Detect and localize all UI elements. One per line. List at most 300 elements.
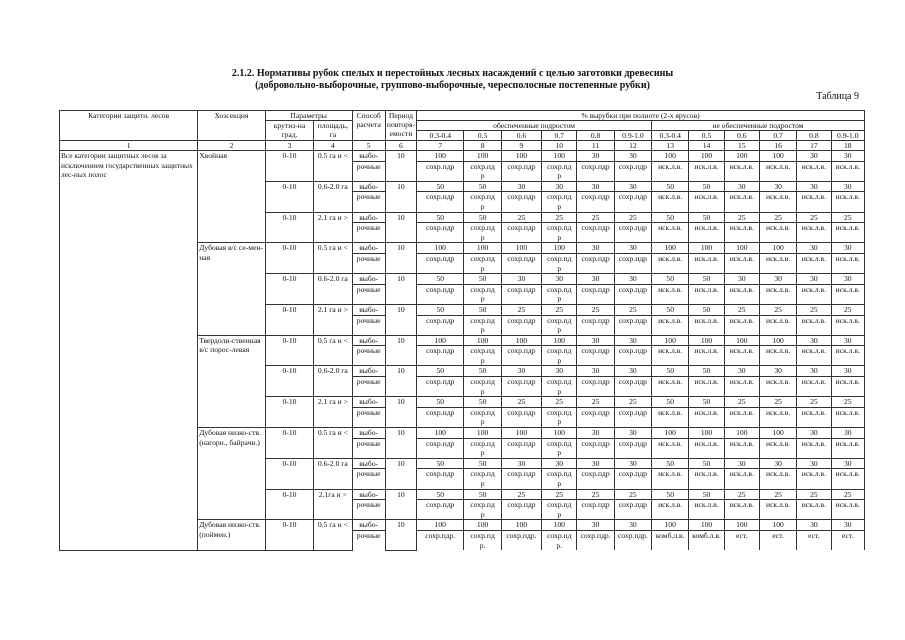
method-cell <box>352 541 385 551</box>
percent-value: 25 <box>542 304 577 315</box>
cut-method-note: сохр.пд <box>542 161 577 171</box>
area-cell: 2.1 га и > <box>314 212 352 243</box>
cut-method-note: сохр.пд <box>464 192 501 202</box>
header-column-number: 15 <box>724 141 759 151</box>
cut-method-note: сохр.пдр <box>614 315 651 325</box>
cut-method-note: р <box>542 202 577 212</box>
cut-method-note: иск.л.в. <box>759 253 796 263</box>
cut-method-note <box>614 510 651 520</box>
cut-method-note <box>614 417 651 427</box>
cut-method-note <box>577 264 614 274</box>
cut-method-note <box>797 541 831 551</box>
cut-method-note <box>417 233 464 243</box>
cut-method-note <box>724 541 759 551</box>
cut-method-note: иск.л.в. <box>689 192 724 202</box>
header-density: 0.8 <box>797 131 831 141</box>
area-cell: 0.6-2.0 га <box>314 181 352 212</box>
cut-method-note: р <box>464 510 501 520</box>
cut-method-note: иск.л.в. <box>652 469 689 479</box>
cut-method-note <box>689 356 724 366</box>
cut-method-note <box>831 233 864 243</box>
cut-method-note <box>797 171 831 181</box>
cut-method-note: иск.л.в. <box>724 284 759 294</box>
cut-method-note: сохр.пдр <box>614 253 651 263</box>
norms-table <box>59 110 865 551</box>
steepness-cell: 0-10 <box>265 212 313 243</box>
cut-method-note: р <box>542 294 577 304</box>
cut-method-note: иск.л.в. <box>831 438 864 448</box>
cut-method-note: иск.л.в. <box>831 346 864 356</box>
cut-method-note <box>759 171 796 181</box>
cut-method-note: иск.л.в. <box>689 377 724 387</box>
percent-value: 50 <box>689 458 724 469</box>
percent-value: 50 <box>417 274 464 285</box>
cut-method-note <box>577 448 614 458</box>
area-cell: 0.5 га и < <box>314 151 352 182</box>
percent-value: 100 <box>652 335 689 346</box>
percent-value: 50 <box>417 304 464 315</box>
cut-method-note <box>614 325 651 335</box>
method-cell: выбо- <box>352 243 385 254</box>
percent-value: 50 <box>652 181 689 192</box>
cut-method-note <box>501 479 541 489</box>
method-cell <box>352 479 385 489</box>
percent-value: 50 <box>652 304 689 315</box>
cut-method-note: сохр.пдр <box>577 192 614 202</box>
steepness-cell: 0-10 <box>265 520 313 550</box>
cut-method-note <box>831 448 864 458</box>
percent-value: 30 <box>577 181 614 192</box>
area-cell: 0.5 га и < <box>314 335 352 366</box>
percent-value: 30 <box>831 274 864 285</box>
percent-value: 30 <box>831 335 864 346</box>
cut-method-note: сохр.пдр <box>577 438 614 448</box>
cut-method-note: иск.л.в. <box>759 469 796 479</box>
cut-method-note: сохр.пдр <box>501 469 541 479</box>
cut-method-note <box>614 202 651 212</box>
percent-value: 30 <box>831 181 864 192</box>
cut-method-note <box>759 233 796 243</box>
cut-method-note: ест. <box>724 530 759 540</box>
cut-method-note: р. <box>464 541 501 551</box>
cut-method-note: иск.л.в. <box>652 192 689 202</box>
cut-method-note: сохр.пдр <box>577 407 614 417</box>
percent-value: 50 <box>417 458 464 469</box>
percent-value: 30 <box>797 520 831 531</box>
area-cell: 0.6-2.0 га <box>314 458 352 489</box>
percent-value: 30 <box>797 366 831 377</box>
area-cell: 2.1га и > <box>314 489 352 520</box>
percent-value: 30 <box>724 181 759 192</box>
cut-method-note <box>759 356 796 366</box>
percent-value: 50 <box>417 366 464 377</box>
percent-value: 30 <box>501 274 541 285</box>
cut-method-note: сохр.пдр <box>501 284 541 294</box>
percent-value: 50 <box>689 274 724 285</box>
method-cell: рочные <box>352 438 385 448</box>
percent-value: 100 <box>501 243 541 254</box>
cut-method-note <box>417 202 464 212</box>
header-column-number: 12 <box>614 141 651 151</box>
percent-value: 50 <box>652 274 689 285</box>
percent-value: 25 <box>577 304 614 315</box>
steepness-cell: 0-10 <box>265 489 313 520</box>
cut-method-note <box>652 541 689 551</box>
area-cell: 0.6-2.0 га <box>314 274 352 305</box>
header-density: 0.9-1.0 <box>831 131 864 141</box>
cut-method-note: сохр.пд <box>464 407 501 417</box>
cut-method-note: сохр.пдр <box>501 315 541 325</box>
percent-value: 50 <box>417 181 464 192</box>
percent-value: 30 <box>542 458 577 469</box>
percent-value: 25 <box>759 304 796 315</box>
percent-value: 100 <box>724 243 759 254</box>
percent-value: 100 <box>689 335 724 346</box>
percent-value: 50 <box>689 489 724 500</box>
cut-method-note <box>724 417 759 427</box>
cut-method-note <box>501 448 541 458</box>
cut-method-note: иск.л.в. <box>831 315 864 325</box>
cut-method-note <box>614 387 651 397</box>
cut-method-note <box>501 387 541 397</box>
cut-method-note: иск.л.в. <box>652 500 689 510</box>
steepness-cell: 0-10 <box>265 428 313 459</box>
percent-value: 30 <box>614 458 651 469</box>
percent-value: 25 <box>797 397 831 408</box>
steepness-cell: 0-10 <box>265 181 313 212</box>
cut-method-note: иск.л.в. <box>797 438 831 448</box>
header-density: 0.7 <box>759 131 796 141</box>
cut-method-note: иск.л.в. <box>759 161 796 171</box>
percent-value: 30 <box>797 151 831 162</box>
header-section: Хозсекция <box>198 111 266 141</box>
cut-method-note <box>724 171 759 181</box>
cut-method-note <box>689 294 724 304</box>
cut-method-note: сохр.пдр <box>417 192 464 202</box>
header-density: 0.8 <box>577 131 614 141</box>
percent-value: 30 <box>614 151 651 162</box>
percent-value: 50 <box>652 366 689 377</box>
cut-method-note: иск.л.в. <box>759 346 796 356</box>
method-cell: рочные <box>352 407 385 417</box>
cut-method-note <box>417 325 464 335</box>
cut-method-note <box>614 448 651 458</box>
area-cell: 0.5 га и < <box>314 428 352 459</box>
percent-value: 100 <box>759 520 796 531</box>
cut-method-note <box>577 541 614 551</box>
cut-method-note: сохр.пдр. <box>614 530 651 540</box>
cut-method-note: сохр.пдр <box>614 346 651 356</box>
percent-value: 25 <box>724 304 759 315</box>
cut-method-note <box>689 171 724 181</box>
cut-method-note <box>797 417 831 427</box>
cut-method-note: сохр.пд <box>542 223 577 233</box>
percent-value: 100 <box>759 428 796 439</box>
cut-method-note: иск.л.в. <box>689 346 724 356</box>
cut-method-note: сохр.пд <box>542 377 577 387</box>
header-column-number: 14 <box>689 141 724 151</box>
percent-value: 25 <box>797 304 831 315</box>
cut-method-note: сохр.пдр <box>614 223 651 233</box>
section-name: Дубовая низко-ств. (поймен.) <box>198 520 266 550</box>
steepness-cell: 0-10 <box>265 335 313 366</box>
header-column-number: 10 <box>542 141 577 151</box>
cut-method-note <box>689 479 724 489</box>
section-name: Дубовая в/с се-мен-ная <box>198 243 266 335</box>
percent-value: 100 <box>724 428 759 439</box>
cut-method-note: сохр.пдр <box>577 253 614 263</box>
cut-method-note: иск.л.в. <box>831 469 864 479</box>
cut-method-note <box>652 294 689 304</box>
percent-value: 30 <box>501 366 541 377</box>
cut-method-note: иск.л.в. <box>689 315 724 325</box>
percent-value: 50 <box>417 489 464 500</box>
header-steep: крутиз-на град. <box>265 121 313 141</box>
cut-method-note: иск.л.в. <box>689 253 724 263</box>
cut-method-note <box>652 325 689 335</box>
percent-value: 100 <box>464 428 501 439</box>
percent-value: 50 <box>652 489 689 500</box>
cut-method-note <box>724 325 759 335</box>
percent-value: 30 <box>797 274 831 285</box>
cut-method-note: сохр.пд <box>464 377 501 387</box>
percent-value: 30 <box>759 458 796 469</box>
period-cell: 10 <box>385 274 416 305</box>
cut-method-note: сохр.пдр <box>417 500 464 510</box>
header-column-number: 3 <box>265 141 313 151</box>
cut-method-note: сохр.пд <box>542 407 577 417</box>
cut-method-note <box>689 510 724 520</box>
percent-value: 100 <box>464 151 501 162</box>
cut-method-note: сохр.пд <box>464 161 501 171</box>
percent-value: 30 <box>831 520 864 531</box>
steepness-cell: 0-10 <box>265 458 313 489</box>
cut-method-note <box>417 171 464 181</box>
cut-method-note <box>417 448 464 458</box>
header-density: 0.5 <box>464 131 501 141</box>
cut-method-note <box>652 233 689 243</box>
period-cell: 10 <box>385 181 416 212</box>
method-cell: выбо- <box>352 181 385 192</box>
cut-method-note <box>797 325 831 335</box>
cut-method-note <box>417 387 464 397</box>
percent-value: 30 <box>724 366 759 377</box>
cut-method-note <box>501 202 541 212</box>
cut-method-note <box>724 264 759 274</box>
table-title-line2: (добровольно-выборочные, группово-выборочные, чересполосные постепенные рубки) <box>255 80 650 91</box>
cut-method-note: иск.л.в. <box>797 315 831 325</box>
cut-method-note <box>724 356 759 366</box>
cut-method-note <box>759 325 796 335</box>
percent-value: 50 <box>689 181 724 192</box>
percent-value: 25 <box>501 304 541 315</box>
method-cell: рочные <box>352 223 385 233</box>
cut-method-note: сохр.пдр <box>501 407 541 417</box>
percent-value: 100 <box>542 243 577 254</box>
steepness-cell: 0-10 <box>265 304 313 335</box>
percent-value: 25 <box>614 212 651 223</box>
method-cell <box>352 202 385 212</box>
cut-method-note: иск.л.в. <box>724 161 759 171</box>
percent-value: 25 <box>724 212 759 223</box>
cut-method-note: сохр.пдр <box>417 377 464 387</box>
cut-method-note: сохр.пд <box>542 346 577 356</box>
percent-value: 30 <box>797 335 831 346</box>
percent-value: 30 <box>577 274 614 285</box>
cut-method-note: сохр.пдр <box>501 253 541 263</box>
cut-method-note: р <box>464 202 501 212</box>
cut-method-note: р <box>542 264 577 274</box>
percent-value: 25 <box>542 397 577 408</box>
cut-method-note: сохр.пдр <box>501 500 541 510</box>
cut-method-note: иск.л.в. <box>759 223 796 233</box>
percent-value: 50 <box>464 366 501 377</box>
percent-value: 50 <box>417 397 464 408</box>
cut-method-note: сохр.пдр <box>417 346 464 356</box>
percent-value: 100 <box>464 335 501 346</box>
cut-method-note <box>501 541 541 551</box>
percent-value: 50 <box>464 397 501 408</box>
percent-value: 30 <box>614 428 651 439</box>
percent-value: 100 <box>689 520 724 531</box>
cut-method-note <box>652 356 689 366</box>
cut-method-note <box>831 541 864 551</box>
percent-value: 100 <box>417 243 464 254</box>
cut-method-note <box>577 294 614 304</box>
period-cell: 10 <box>385 428 416 459</box>
percent-value: 30 <box>759 366 796 377</box>
cut-method-note: иск.л.в. <box>689 407 724 417</box>
method-cell: рочные <box>352 192 385 202</box>
method-cell: рочные <box>352 253 385 263</box>
cut-method-note: иск.л.в. <box>689 500 724 510</box>
cut-method-note <box>759 448 796 458</box>
method-cell <box>352 510 385 520</box>
cut-method-note <box>831 294 864 304</box>
cut-method-note: иск.л.в. <box>831 284 864 294</box>
cut-method-note: иск.л.в. <box>652 223 689 233</box>
percent-value: 25 <box>797 212 831 223</box>
cut-method-note <box>614 479 651 489</box>
cut-method-note: иск.л.в. <box>759 284 796 294</box>
percent-value: 30 <box>577 458 614 469</box>
cut-method-note: иск.л.в. <box>652 161 689 171</box>
cut-method-note: иск.л.в. <box>689 438 724 448</box>
cut-method-note: иск.л.в. <box>797 223 831 233</box>
cut-method-note <box>577 325 614 335</box>
percent-value: 100 <box>501 151 541 162</box>
method-cell: выбо- <box>352 212 385 223</box>
percent-value: 25 <box>724 397 759 408</box>
percent-value: 30 <box>759 274 796 285</box>
cut-method-note <box>417 510 464 520</box>
cut-method-note: сохр.пдр <box>577 223 614 233</box>
percent-value: 25 <box>501 489 541 500</box>
cut-method-note: иск.л.в. <box>652 346 689 356</box>
method-cell: рочные <box>352 469 385 479</box>
cut-method-note: иск.л.в. <box>797 253 831 263</box>
cut-method-note: сохр.пдр <box>501 377 541 387</box>
cut-method-note: сохр.пдр <box>614 377 651 387</box>
cut-method-note: иск.л.в. <box>759 377 796 387</box>
cut-method-note: сохр.пд <box>542 530 577 540</box>
cut-method-note <box>689 387 724 397</box>
cut-method-note: иск.л.в. <box>759 500 796 510</box>
percent-value: 30 <box>577 366 614 377</box>
percent-value: 30 <box>614 520 651 531</box>
percent-value: 50 <box>689 397 724 408</box>
method-cell <box>352 233 385 243</box>
header-percent: % вырубки при полноте (2-х ярусов) <box>417 111 865 121</box>
steepness-cell: 0-10 <box>265 151 313 182</box>
cut-method-note: иск.л.в. <box>797 192 831 202</box>
method-cell: рочные <box>352 161 385 171</box>
percent-value: 100 <box>501 520 541 531</box>
percent-value: 100 <box>464 243 501 254</box>
cut-method-note: р <box>464 233 501 243</box>
cut-method-note: р. <box>542 541 577 551</box>
cut-method-note <box>501 325 541 335</box>
cut-method-note <box>797 448 831 458</box>
percent-value: 100 <box>542 428 577 439</box>
percent-value: 100 <box>724 335 759 346</box>
area-cell: 2.1 га и > <box>314 304 352 335</box>
cut-method-note <box>831 387 864 397</box>
percent-value: 30 <box>724 458 759 469</box>
cut-method-note: р <box>464 479 501 489</box>
cut-method-note <box>759 387 796 397</box>
header-column-number: 18 <box>831 141 864 151</box>
method-cell <box>352 294 385 304</box>
cut-method-note <box>577 510 614 520</box>
header-density: 0.3-0.4 <box>417 131 464 141</box>
method-cell <box>352 325 385 335</box>
cut-method-note: иск.л.в. <box>797 469 831 479</box>
header-category: Категории защитн. лесов <box>60 111 198 141</box>
percent-value: 30 <box>614 335 651 346</box>
cut-method-note: р <box>542 325 577 335</box>
cut-method-note: сохр.пдр <box>614 438 651 448</box>
percent-value: 100 <box>417 151 464 162</box>
method-cell: выбо- <box>352 335 385 346</box>
cut-method-note: иск.л.в. <box>759 407 796 417</box>
percent-value: 30 <box>797 243 831 254</box>
cut-method-note <box>797 479 831 489</box>
cut-method-note: сохр.пдр <box>577 377 614 387</box>
cut-method-note: иск.л.в. <box>724 253 759 263</box>
cut-method-note <box>577 202 614 212</box>
percent-value: 25 <box>614 489 651 500</box>
category-cell: Все категории защитных лесов за исключением государственных защитных лес-ных полос <box>60 151 198 551</box>
cut-method-note <box>417 264 464 274</box>
cut-method-note <box>614 233 651 243</box>
cut-method-note <box>577 233 614 243</box>
cut-method-note: р <box>542 171 577 181</box>
period-cell: 10 <box>385 304 416 335</box>
method-cell: рочные <box>352 377 385 387</box>
percent-value: 100 <box>417 428 464 439</box>
cut-method-note <box>417 417 464 427</box>
percent-value: 100 <box>724 520 759 531</box>
header-density: 0.9-1.0 <box>614 131 651 141</box>
cut-method-note: иск.л.в. <box>652 377 689 387</box>
header-density: 0.6 <box>724 131 759 141</box>
cut-method-note <box>689 541 724 551</box>
cut-method-note: иск.л.в. <box>831 407 864 417</box>
cut-method-note <box>724 387 759 397</box>
percent-value: 100 <box>464 520 501 531</box>
cut-method-note: иск.л.в. <box>724 223 759 233</box>
